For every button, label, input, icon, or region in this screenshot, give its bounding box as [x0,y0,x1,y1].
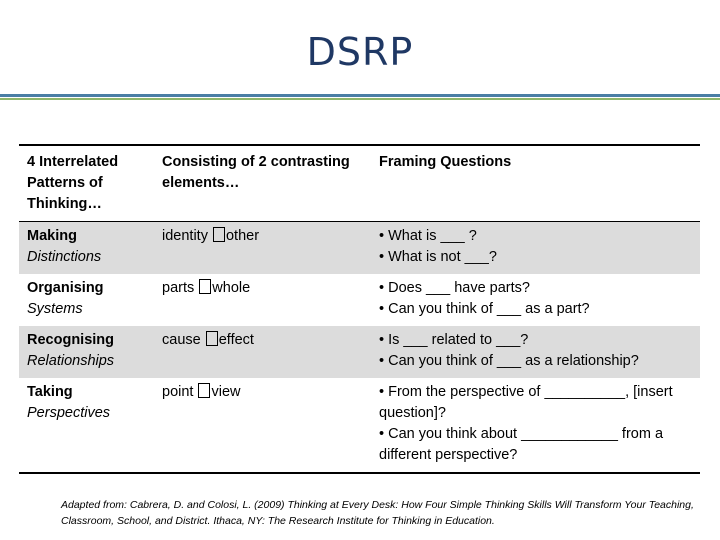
element-b: whole [212,280,251,296]
pattern-cell [19,378,154,473]
dsrp-table [19,144,700,474]
arrow-symbol-icon [206,331,218,346]
element-b: effect [218,332,254,348]
pattern-name: Making [27,228,77,244]
question-line: • From the perspective of __________, [insert question]? [379,384,673,421]
element-a: parts [162,280,195,296]
header-questions: Framing Questions [379,154,512,170]
arrow-symbol-icon [198,383,210,398]
question-line: • What is not ___? [379,249,497,265]
element-a: cause [162,332,201,348]
header-elements: Consisting of 2 contrasting elements… [162,154,350,191]
header-patterns: 4 Interrelated Patterns of Thinking… [27,154,119,212]
element-a: identity [162,228,208,244]
question-line: • Does ___ have parts? [379,280,530,296]
elements-cell [154,378,371,473]
question-line: • Can you think about ____________ from a different perspective? [379,426,664,463]
slide-title: DSRP [306,30,414,74]
questions-cell [371,222,700,275]
pattern-subject: Perspectives [27,405,111,421]
pattern-subject: Distinctions [27,249,102,265]
pattern-subject: Systems [27,301,83,317]
citation-prefix: Adapted from: Cabrera, D. and Colosi, L. (2009) [61,499,285,511]
question-line: • Is ___ related to ___? [379,332,529,348]
citation-publisher: Ithaca, NY: The Research Institute for Thinking in Education. [213,515,495,527]
arrow-symbol-icon [199,279,211,294]
citation [61,497,701,529]
question-line: • Can you think of ___ as a relationship? [379,353,639,369]
table-row [19,222,700,275]
pattern-name: Recognising [27,332,115,348]
question-line: • What is ___ ? [379,228,477,244]
elements-cell [154,326,371,378]
pattern-cell [19,222,154,275]
elements-cell [154,274,371,326]
pattern-cell [19,326,154,378]
element-b: other [225,228,260,244]
element-b: view [211,384,241,400]
title-divider-green [0,98,720,100]
element-a: point [162,384,194,400]
questions-cell [371,326,700,378]
pattern-name: Taking [27,384,73,400]
citation-book-title: Thinking at Every Desk: How Four Simple Thinking Skills Will Transform Your Teaching, Classroom, School, and District. [61,499,694,527]
pattern-cell [19,274,154,326]
table-row [19,326,700,378]
table-row [19,274,700,326]
arrow-symbol-icon [213,227,225,242]
title-divider-blue [0,94,720,97]
pattern-subject: Relationships [27,353,115,369]
question-line: • Can you think of ___ as a part? [379,301,590,317]
table-row [19,378,700,473]
table-header-row [19,145,700,222]
questions-cell [371,274,700,326]
questions-cell [371,378,700,473]
pattern-name: Organising [27,280,104,296]
elements-cell [154,222,371,275]
